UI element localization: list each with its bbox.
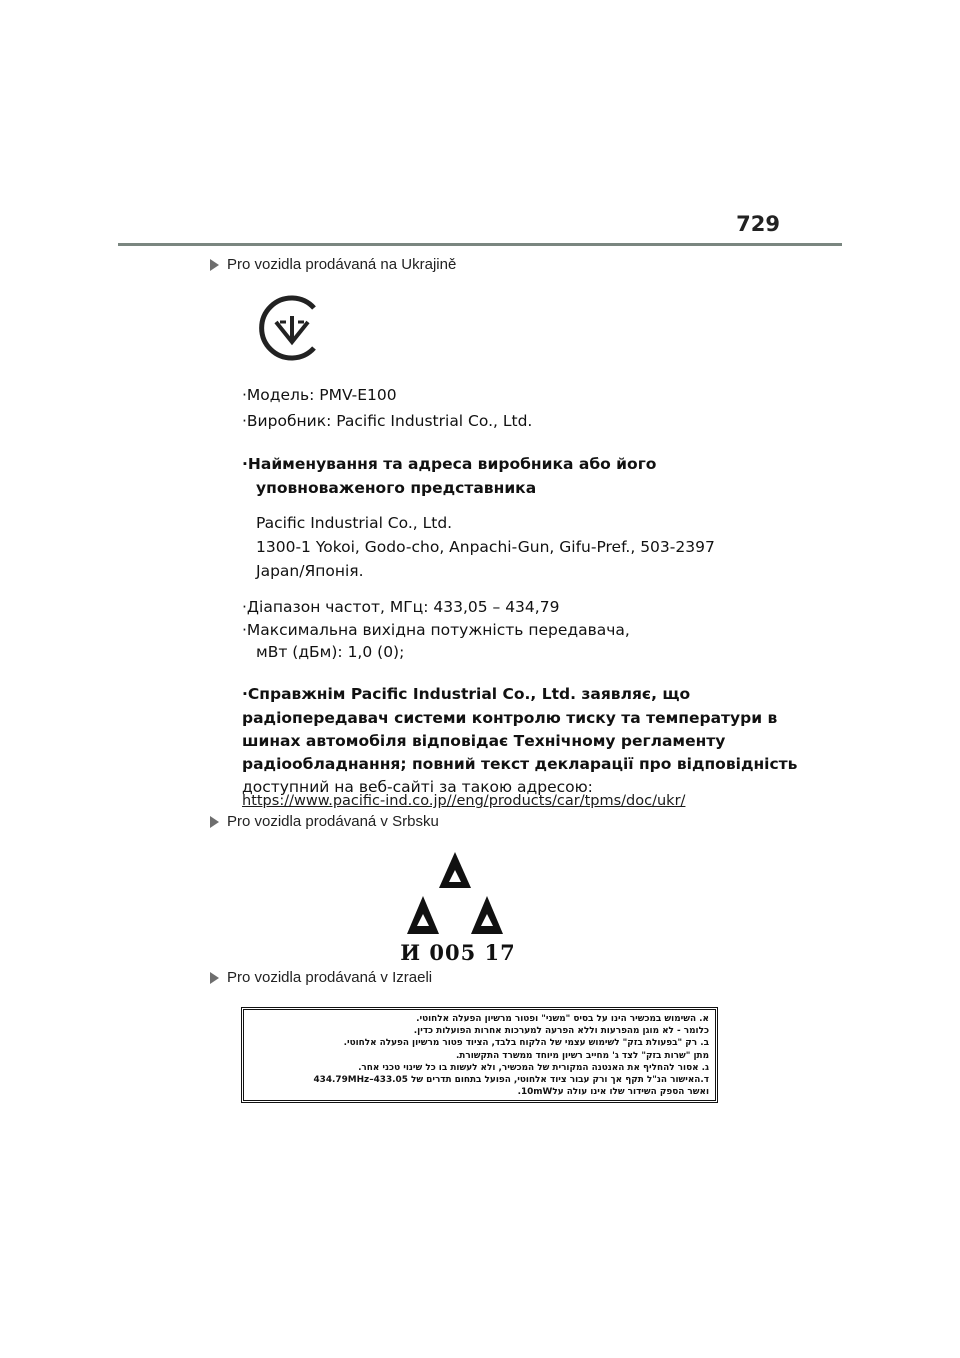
israel-notice-box bbox=[241, 1007, 718, 1103]
frequency-line: ·Діапазон частот, МГц: 433,05 – 434,79 bbox=[242, 598, 560, 616]
ukraine-declaration bbox=[230, 280, 798, 810]
section-heading-label: Pro vozidla prodávaná v Srbsku bbox=[227, 813, 439, 830]
model-line: ·Модель: PMV-E100 bbox=[242, 386, 397, 404]
israel-notice-line: א. השימוש במכשיר הינו על בסיס "משני" ופטור מרשיון הפעלה אלחוטי. bbox=[416, 1014, 709, 1024]
manufacturer-line: ·Виробник: Pacific Industrial Co., Ltd. bbox=[242, 412, 533, 430]
section-heading-israel bbox=[210, 969, 432, 986]
name-address-line-2: уповноваженого представника bbox=[256, 479, 537, 497]
section-heading-serbia bbox=[210, 813, 439, 830]
page-number: 729 bbox=[736, 212, 780, 236]
section-heading-label: Pro vozidla prodávaná na Ukrajině bbox=[227, 256, 457, 273]
israel-notice-line: מתן "שרות בזק" לצד ג' מחייב רשיון מיוחד ממשרד התקשורת. bbox=[455, 1050, 709, 1061]
declaration-line-1: ·Справжнім Pacific Industrial Co., Ltd. заявляє, що bbox=[242, 685, 691, 703]
power-line-2: мВт (дБм): 1,0 (0); bbox=[256, 643, 405, 661]
triangle-bullet-icon bbox=[210, 972, 219, 984]
header-rule bbox=[118, 243, 842, 246]
declaration-line-4: радіообладнання; повний текст декларації про відповідність bbox=[242, 755, 798, 773]
company-address: 1300-1 Yokoi, Godo-cho, Anpachi-Gun, Gifu-Pref., 503-2397 bbox=[256, 538, 715, 556]
company-country: Japan/Японія. bbox=[256, 562, 364, 580]
section-heading-label: Pro vozidla prodávaná v Izraeli bbox=[227, 969, 433, 986]
ukrainian-conformity-mark-icon bbox=[256, 292, 328, 364]
declaration-line-2: радіопередавач системи контролю тиску та температури в bbox=[242, 709, 778, 727]
israel-notice-line: ואשר הספק השידור שלו אינו עולה על10mW. bbox=[517, 1087, 709, 1098]
serbian-conformity-triangles-icon bbox=[395, 848, 515, 938]
power-line-1: ·Максимальна вихідна потужність передавача, bbox=[242, 621, 630, 639]
section-heading-ukraine bbox=[210, 256, 456, 273]
israel-notice-line: כלומר - לא מוגן מהפרעות וללא הפרעה למערכות אחרות הפועלות כדין. bbox=[413, 1026, 709, 1037]
israel-notice-line: ד.האישור הנ"ל תקף אך ורק עבור ציוד אלחוטי, הפועל בתחום תדרים של 433.05–434.79MHz bbox=[313, 1075, 709, 1086]
israel-notice-line: ב. רק "בפעולת בזק" לשימוש עצמי של הלקוח בלבד, הציוד פטור מרשיון הפעלה אלחוטי. bbox=[343, 1038, 709, 1049]
israel-notice-line: ג. אסור להחליף את האנטנה המקורית של המכשיר, ולא לעשות בו כל שינוי טכני אחר. bbox=[358, 1062, 709, 1073]
serbian-mark-code: И 005 17 bbox=[400, 940, 516, 965]
triangle-bullet-icon bbox=[210, 816, 219, 828]
declaration-url: https://www.pacific-ind.co.jp//eng/products/car/tpms/doc/ukr/ bbox=[242, 793, 686, 809]
declaration-line-3: шинах автомобіля відповідає Технічному регламенту bbox=[242, 732, 726, 750]
name-address-line-1: ·Найменування та адреса виробника або його bbox=[242, 455, 657, 473]
triangle-bullet-icon bbox=[210, 259, 219, 271]
declaration-line-5: доступний на веб-сайті за такою адресою: bbox=[242, 778, 593, 796]
company-name: Pacific Industrial Co., Ltd. bbox=[256, 514, 453, 532]
